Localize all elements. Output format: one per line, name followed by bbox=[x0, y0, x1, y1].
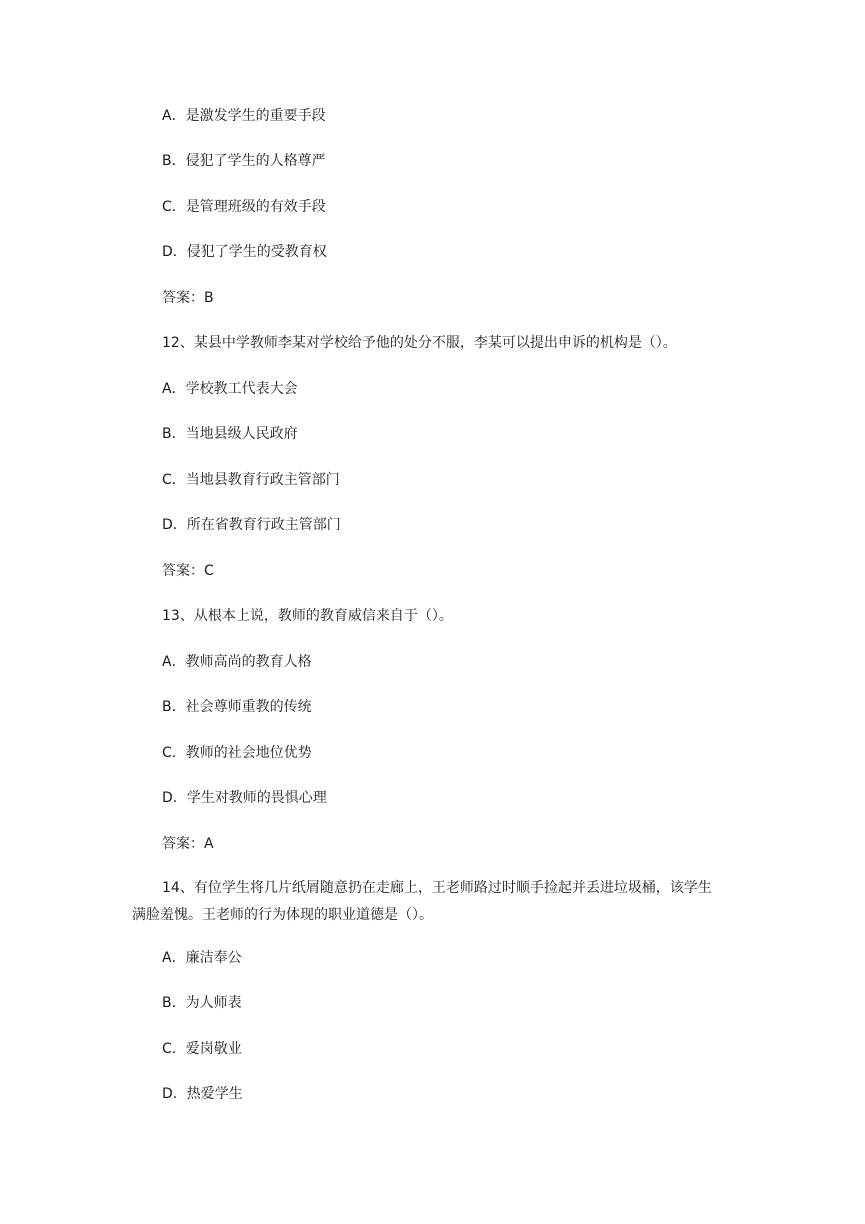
q12-option-c: C．当地县教育行政主管部门 bbox=[162, 472, 340, 488]
q11-option-a: A．是激发学生的重要手段 bbox=[162, 108, 326, 124]
q14-option-c: C．爱岗敬业 bbox=[162, 1041, 242, 1057]
q13-answer: 答案：A bbox=[162, 836, 214, 852]
q14-option-d: D．热爱学生 bbox=[162, 1086, 243, 1102]
q12-option-b: B．当地县级人民政府 bbox=[162, 426, 298, 442]
q13-question: 13、从根本上说，教师的教育威信来自于（）。 bbox=[162, 608, 453, 624]
q13-option-c: C．教师的社会地位优势 bbox=[162, 745, 312, 761]
q14-option-b: B．为人师表 bbox=[162, 995, 242, 1011]
q12-answer: 答案：C bbox=[162, 563, 214, 579]
q13-option-b: B．社会尊师重教的传统 bbox=[162, 699, 312, 715]
q13-option-a: A．教师高尚的教育人格 bbox=[162, 654, 312, 670]
q11-option-c: C．是管理班级的有效手段 bbox=[162, 199, 326, 215]
q13-option-d: D．学生对教师的畏惧心理 bbox=[162, 790, 327, 806]
q12-question: 12、某县中学教师李某对学校给予他的处分不服，李某可以提出申诉的机构是（）。 bbox=[162, 335, 677, 351]
q11-option-d: D．侵犯了学生的受教育权 bbox=[162, 244, 327, 260]
q14-question: 14、有位学生将几片纸屑随意扔在走廊上，王老师路过时顺手捡起并丢进垃圾桶，该学生满脸羞愧。王老师的行为体现的职业道德是（）。 bbox=[132, 880, 712, 923]
q12-option-d: D．所在省教育行政主管部门 bbox=[162, 517, 341, 533]
q11-option-b: B．侵犯了学生的人格尊严 bbox=[162, 153, 326, 169]
q12-option-a: A．学校教工代表大会 bbox=[162, 381, 298, 397]
q11-answer: 答案：B bbox=[162, 290, 214, 306]
q14-option-a: A．廉洁奉公 bbox=[162, 950, 242, 966]
